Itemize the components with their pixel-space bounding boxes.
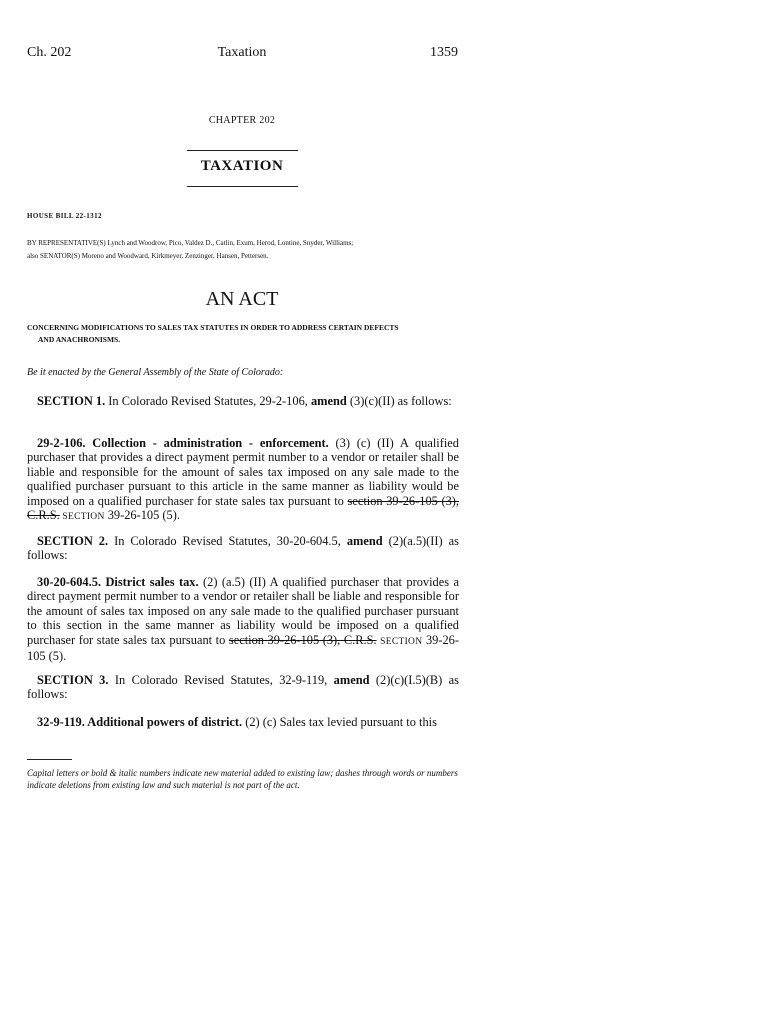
- title-rule-top: [187, 150, 298, 151]
- concerning-line-1: CONCERNING MODIFICATIONS TO SALES TAX STATUTES IN ORDER TO ADDRESS CERTAIN DEFECTS: [27, 323, 399, 332]
- page-title: TAXATION: [200, 158, 284, 174]
- statute-heading: 32-9-119. Additional powers of district.: [37, 715, 243, 729]
- section-label: SECTION 1.: [37, 394, 106, 408]
- section-label: SECTION 3.: [37, 673, 109, 687]
- sponsors-senators: also SENATOR(S) Moreno and Woodward, Kirkmeyer, Zenzinger, Hansen, Pettersen.: [27, 252, 269, 260]
- footnote: Capital letters or bold & italic numbers indicate new material added to existing law; dashes through words or numbers indicate deletions from existing law and such material is not part of the act.: [27, 768, 458, 790]
- title-rule-bottom: [187, 186, 298, 187]
- act-heading: AN ACT: [205, 288, 279, 310]
- amend-verb: amend: [333, 673, 370, 687]
- header-subject: Taxation: [217, 45, 267, 60]
- header-page-number: 1359: [430, 45, 458, 60]
- chapter-label: CHAPTER 202: [208, 115, 276, 126]
- sponsors-representatives: BY REPRESENTATIVE(S) Lynch and Woodrow, Pico, Valdez D., Catlin, Exum, Herod, Lontine, Snyder, Williams;: [27, 239, 354, 247]
- inserted-text: SECTION: [59, 512, 105, 523]
- section-3-intro: SECTION 3. In Colorado Revised Statutes, 32-9-119, amend (2)(c)(I.5)(B) as follows:: [27, 673, 460, 702]
- section-1-intro: SECTION 1. In Colorado Revised Statutes, 29-2-106, amend (3)(c)(II) as follows:: [37, 394, 452, 408]
- concerning-clause: [27, 322, 459, 346]
- statute-30-20-604-5: 30-20-604.5. District sales tax. (2) (a.5) (II) A qualified purchaser that provides a direct payment permit number to a vendor or retailer shall be liable and responsible for the amount of sales tax imposed on any sale made to the qualified purchaser pursuant to this section in the same manner as liability would be imposed on a qualified purchaser for state sales tax pursuant to section 39-26-105 (3), C.R.S. SECTION 39-26-105 (5).: [27, 575, 460, 664]
- statute-heading: 30-20-604.5. District sales tax.: [37, 575, 199, 589]
- header-chapter: Ch. 202: [27, 45, 72, 60]
- section-label: SECTION 2.: [37, 534, 109, 548]
- statute-heading: 29-2-106. Collection - administration - enforcement.: [37, 436, 329, 450]
- bill-number: HOUSE BILL 22-1312: [27, 212, 102, 220]
- statute-32-9-119: 32-9-119. Additional powers of district. (2) (c) Sales tax levied pursuant to this: [37, 715, 437, 729]
- amend-verb: amend: [346, 534, 383, 548]
- deleted-text: section 39-26-105 (3), C.R.S.: [228, 632, 377, 647]
- statute-29-2-106: 29-2-106. Collection - administration - enforcement. (3) (c) (II) A qualified purchaser that provides a direct payment permit number to a vendor or retailer shall be liable and responsible for the amount of sales tax imposed on any sale made to the qualified purchaser pursuant to this article in the same manner as liability would be imposed on a qualified purchaser for state sales tax pursuant to section 39-26-105 (3), C.R.S. SECTION 39-26-105 (5).: [27, 436, 459, 523]
- deleted-text: section 39-26-105 (3), C.R.S.: [27, 493, 459, 523]
- section-2-intro: SECTION 2. In Colorado Revised Statutes, 30-20-604.5, amend (2)(a.5)(II) as follows:: [27, 534, 459, 563]
- footnote-rule: [27, 759, 72, 760]
- inserted-text: SECTION: [380, 636, 423, 647]
- enacting-clause: Be it enacted by the General Assembly of the State of Colorado:: [27, 367, 284, 378]
- concerning-line-2: AND ANACHRONISMS.: [38, 335, 121, 344]
- amend-verb: amend: [310, 394, 347, 408]
